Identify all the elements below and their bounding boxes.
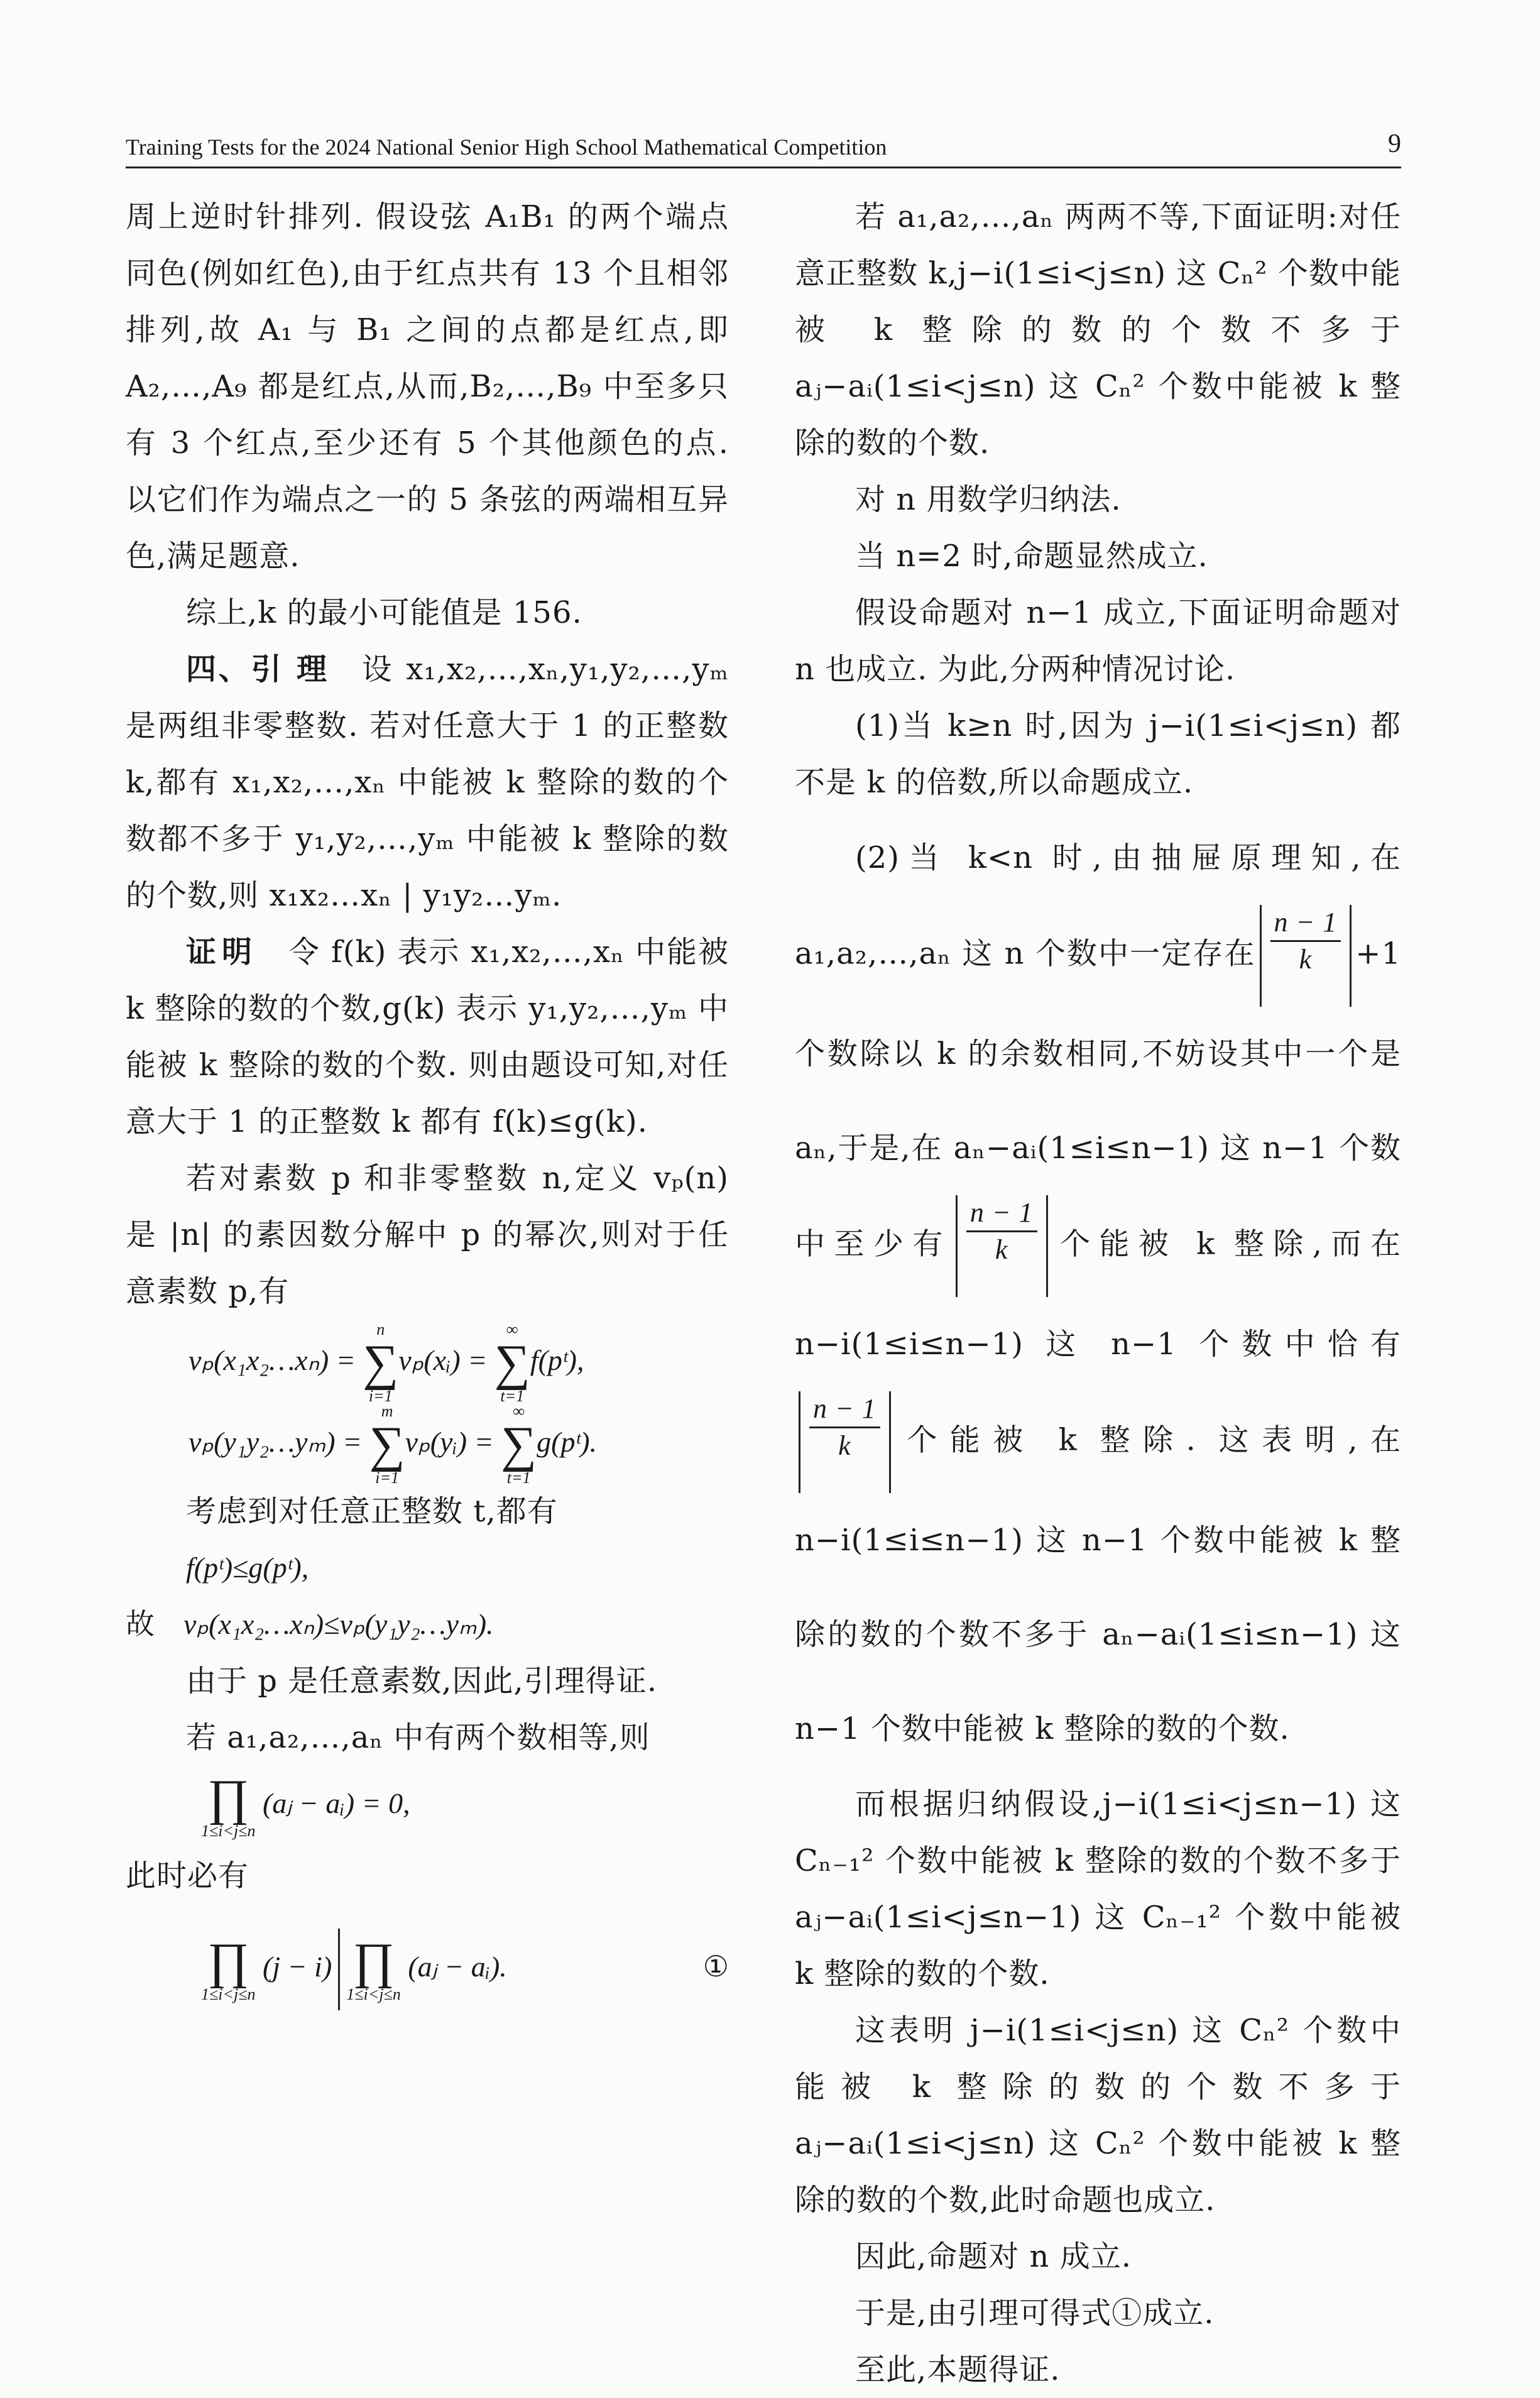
paragraph-base-case: 当 n=2 时,命题显然成立. [855,539,1208,574]
sum-lower: t=1 [506,1469,531,1487]
eq2-mid: vₚ(yᵢ) = [405,1426,501,1458]
case2-text-b: +1 个数除以 k 的余数相同,不妨设其中一个是 aₙ,于是,在 aₙ−aᵢ(1≤i≤n−1) 这 n−1 个数中至少有 [795,936,1401,1262]
eq6-left: (j − i) [263,1951,332,1983]
equation-vp-inequality [126,1596,729,1653]
paragraph-equal-case: 若 a₁,a₂,…,aₙ 中有两个数相等,则 [186,1720,650,1755]
product-limit: 1≤i<j≤n [201,1985,256,2004]
product-symbol-3: ∏ 1≤i<j≤n [346,1934,401,2004]
right-column [795,189,1401,2398]
sum-lower: t=1 [500,1387,525,1406]
paragraph-must-have: 此时必有 [126,1858,249,1893]
eq5-body: (aⱼ − aᵢ) = 0, [263,1787,410,1819]
eq1-lhs: vₚ(x₁x₂…xₙ) = [188,1344,363,1376]
paragraph-proof [126,924,729,1150]
case2-text-a: (2)当 k<n 时,由抽屉原理知,在 a₁,a₂,…,aₙ 这 n 个数中一定存在 [795,840,1401,972]
paragraph-by-lemma: 于是,由引理可得式①成立. [855,2296,1215,2331]
product-symbol-2: ∏ 1≤i<j≤n [201,1934,256,2004]
page-header [126,129,1401,168]
sum-upper: ∞ [513,1402,525,1421]
eq4-body: vₚ(x₁x₂…xₙ)≤vₚ(y₁y₂…yₘ). [183,1608,494,1640]
paragraph-by-hypothesis: 而根据归纳假设,j−i(1≤i<j≤n−1) 这 Cₙ₋₁² 个数中能被 k 整除的数的个数不多于 aⱼ−aᵢ(1≤i<j≤n−1) 这 Cₙ₋₁² 个数中能被 k 整除的数的个数. [795,1787,1401,1991]
equation-number: ① [702,1951,729,1983]
floor-denominator: k [995,1234,1008,1265]
floor-denominator: k [1299,944,1313,975]
floor-denominator: k [838,1430,851,1461]
equation-vp-y [126,1401,729,1487]
paragraph-consider: 考虑到对任意正整数 t,都有 [186,1494,558,1529]
eq1-rhs: f(pᵗ), [530,1344,584,1376]
lemma-text: 设 x₁,x₂,…,xₙ,y₁,y₂,…,yₘ 是两组非零整数. 若对任意大于 1 的正整数 k,都有 x₁,x₂,…,xₙ 中能被 k 整除的数的个数都不多于 y₁,y₂,…,yₘ 中能被 k 整除的数的个数,则 x₁x₂…xₙ | y₁y₂…yₘ. [126,652,729,913]
paragraph-lemma-proved: 由于 p 是任意素数,因此,引理得证. [186,1663,658,1699]
gu-label: 故 [126,1608,155,1640]
sum-symbol-4: ∞ ∑ t=1 [501,1402,537,1487]
eq1-mid: vₚ(xᵢ) = [398,1344,494,1376]
equation-f-le-g: f(pᵗ)≤g(pᵗ), [186,1552,309,1584]
sum-symbol-3: m ∑ i=1 [369,1402,405,1487]
product-limit: 1≤i<j≤n [201,1822,256,1841]
eq2-rhs: g(pᵗ). [537,1426,598,1458]
paragraph-qed: 至此,本题得证. [855,2352,1061,2387]
paragraph-lemma [126,641,729,924]
sum-lower: i=1 [375,1469,399,1487]
paragraph-conclusion-k: 综上,k 的最小可能值是 156. [186,595,582,630]
sum-symbol-2: ∞ ∑ t=1 [494,1320,530,1406]
floor-numerator: n − 1 [809,1391,880,1428]
paragraph-chord-argument: 周上逆时针排列. 假设弦 A₁B₁ 的两个端点同色(例如红色),由于红点共有 13 个且相邻排列,故 A₁ 与 B₁ 之间的点都是红点,即 A₂,…,A₉ 都是红点,从而,B₂,…,B₉ 中至多只有 3 个红点,至少还有 5 个其他颜色的点. 以它们作为端点之一的 5 条弦的两端相互异色,满足题意. [126,199,729,574]
product-limit: 1≤i<j≤n [346,1985,401,2004]
floor-bracket-3 [799,1391,891,1493]
paragraph-case-2 [795,811,1401,1776]
paragraph-therefore: 因此,命题对 n 成立. [855,2239,1132,2274]
paragraph-induction: 对 n 用数学归纳法. [855,482,1122,517]
equation-divisibility [126,1917,729,2023]
sum-lower: i=1 [368,1387,393,1406]
product-symbol-1: ∏ 1≤i<j≤n [201,1770,256,1841]
sum-upper: n [376,1320,385,1339]
case2-text-d: 个能被 k 整除. 这表明,在 n−i(1≤i≤n−1) 这 n−1 个数中能被 k 整除的数的个数不多于 aₙ−aᵢ(1≤i≤n−1) 这 n−1 个数中能被 k 整除的数的个数. [795,1422,1401,1746]
paragraph-valuation: 若对素数 p 和非零整数 n,定义 vₚ(n) 是 |n| 的素因数分解中 p 的幂次,则对于任意素数 p,有 [126,1161,729,1309]
left-column [126,189,729,2023]
equation-vp-x [126,1320,729,1406]
eq6-right: (aⱼ − aᵢ). [408,1951,507,1983]
floor-bracket-1 [1260,905,1352,1007]
paragraph-case-1: (1)当 k≥n 时,因为 j−i(1≤i<j≤n) 都不是 k 的倍数,所以命题成立. [795,708,1401,800]
divides-bar [338,1929,340,2010]
paragraph-hypothesis: 假设命题对 n−1 成立,下面证明命题对 n 也成立. 为此,分两种情况讨论. [795,595,1401,687]
lemma-label: 四、引 理 [186,652,329,687]
sum-upper: ∞ [506,1320,518,1339]
running-head: Training Tests for the 2024 National Senior High School Mathematical Competition [126,134,887,160]
case2-text-c: 个能被 k 整除,而在 n−i(1≤i≤n−1) 这 n−1 个数中恰有 [795,1226,1401,1362]
floor-numerator: n − 1 [1270,905,1341,942]
eq2-lhs: vₚ(y₁y₂…yₘ) = [188,1426,369,1458]
floor-numerator: n − 1 [966,1195,1037,1232]
floor-bracket-2 [956,1195,1048,1297]
sum-upper: m [381,1402,393,1421]
sum-symbol-1: n ∑ i=1 [363,1320,399,1406]
paragraph-distinct-case: 若 a₁,a₂,…,aₙ 两两不等,下面证明:对任意正整数 k,j−i(1≤i<j≤n) 这 Cₙ² 个数中能被 k 整除的数的个数不多于 aⱼ−aᵢ(1≤i<j≤n) 这 Cₙ² 个数中能被 k 整除的数的个数. [795,199,1401,461]
equation-product-zero [126,1766,729,1848]
proof-label: 证明 [186,934,258,970]
proof-text: 令 f(k) 表示 x₁,x₂,…,xₙ 中能被 k 整除的数的个数,g(k) 表示 y₁,y₂,…,yₘ 中能被 k 整除的数的个数. 则由题设可知,对任意大于 1 的正整数 k 都有 f(k)≤g(k). [126,934,729,1139]
paragraph-shows: 这表明 j−i(1≤i<j≤n) 这 Cₙ² 个数中能被 k 整除的数的个数不多于 aⱼ−aᵢ(1≤i<j≤n) 这 Cₙ² 个数中能被 k 整除的数的个数,此时命题也成立. [795,2013,1401,2218]
page-number: 9 [1388,129,1401,158]
